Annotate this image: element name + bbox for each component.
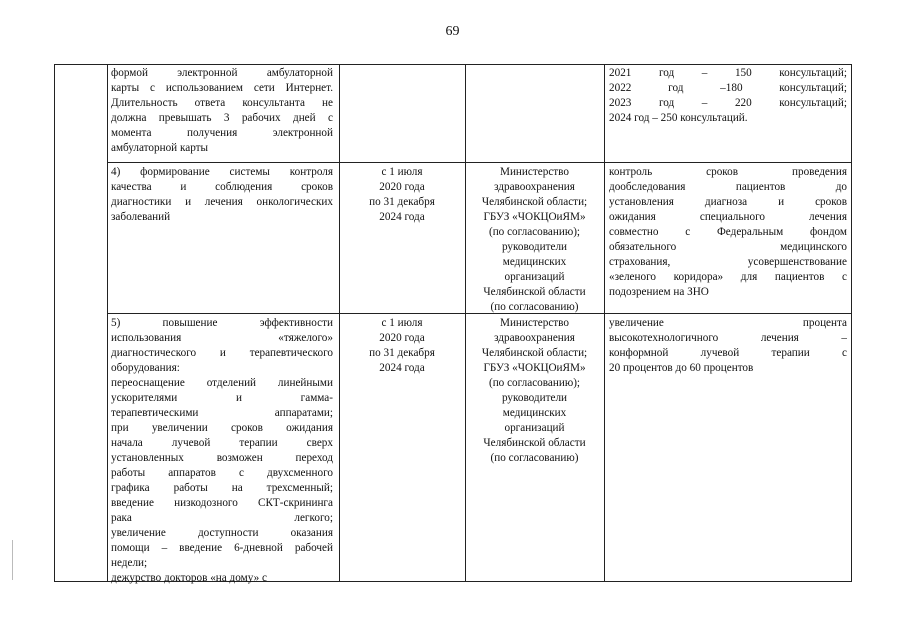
cell-line: диагностики и лечения онкологических [111,196,333,208]
cell-line: Длительность ответа консультанта не [111,97,333,109]
cell-dates [341,316,463,376]
cell-line: 2024 года [379,211,425,223]
cell-line: начала лучевой терапии сверх [111,437,333,449]
cell-line: установления диагноза и сроков [609,196,847,208]
cell-line: 2024 год – 250 консультаций. [609,112,748,124]
cell-line: ожидания специального лечения [609,211,847,223]
cell-activity [111,66,333,156]
cell-line: с 1 июля [381,166,423,178]
cell-line: введение низкодозного СКТ-скрининга [111,497,333,509]
cell-line: ГБУЗ «ЧОКЦОиЯМ» [483,211,586,223]
cell-line: конформной лучевой терапии с [609,347,847,359]
cell-line: медицинских [502,256,567,268]
cell-line: «зеленого коридора» для пациентов с [609,271,847,283]
cell-dates [341,165,463,225]
cell-line: подозрением на ЗНО [609,286,709,298]
cell-line: амбулаторной карты [111,142,209,154]
cell-responsible [467,316,602,466]
cell-result [609,66,847,126]
cell-line: (по согласованию) [490,301,579,313]
cell-line: руководители [501,392,568,404]
cell-line: (по согласованию) [490,452,579,464]
cell-line: недели; [111,557,148,569]
cell-line: дежурство докторов «на дому» с [111,572,267,584]
col-line-5 [851,64,852,582]
table-top-border [54,64,851,65]
cell-line: качества и соблюдения сроков [111,181,333,193]
cell-responsible [467,165,602,315]
cell-line: увеличение процента [609,317,847,329]
cell-line: помощи – введение 6-дневной рабочей [111,542,333,554]
cell-line: формой электронной амбулаторной [111,67,333,79]
cell-line: увеличение доступности оказания [111,527,333,539]
cell-line: 2020 года [379,181,425,193]
cell-line: (по согласованию); [488,226,581,238]
cell-line: установленных возможен переход [111,452,333,464]
cell-line: высокотехнологичного лечения – [609,332,847,344]
col-line-4 [604,64,605,582]
cell-line: 5) повышение эффективности [111,317,333,329]
cell-line: здравоохранения [494,332,575,344]
cell-line: оборудования: [111,362,180,374]
cell-line: 2022 год –180 консультаций; [609,82,847,94]
page-number: 69 [445,24,460,39]
cell-line: по 31 декабря [369,196,435,208]
cell-line: дообследования пациентов до [609,181,847,193]
col-line-2 [339,64,340,582]
cell-line: карты с использованием сети Интернет. [111,82,333,94]
cell-line: 20 процентов до 60 процентов [609,362,754,374]
cell-line: Министерство [500,166,569,178]
cell-line: организаций [504,271,565,283]
cell-line: 4) формирование системы контроля [111,166,333,178]
cell-line: 2020 года [379,332,425,344]
cell-line: заболеваний [111,211,171,223]
cell-line: по 31 декабря [369,347,435,359]
cell-line: при увеличении сроков ожидания [111,422,333,434]
cell-line: диагностического и терапевтического [111,347,333,359]
cell-line: терапевтическими аппаратами; [111,407,333,419]
cell-line: (по согласованию); [488,377,581,389]
cell-line: Челябинской области; [481,196,588,208]
cell-line: Челябинской области; [481,347,588,359]
cell-line: 2024 года [379,362,425,374]
cell-line: переоснащение отделений линейными [111,377,333,389]
cell-line: с 1 июля [381,317,423,329]
cell-line: организаций [504,422,565,434]
cell-line: 2021 год – 150 консультаций; [609,67,847,79]
row-divider-1 [107,162,851,163]
cell-line: использования «тяжелого» [111,332,333,344]
cell-line: ГБУЗ «ЧОКЦОиЯМ» [483,362,586,374]
cell-line: Министерство [500,317,569,329]
cell-activity [111,316,333,586]
cell-line: работы аппаратов с двухсменного [111,467,333,479]
cell-activity [111,165,333,225]
cell-line: момента получения электронной [111,127,333,139]
cell-line: здравоохранения [494,181,575,193]
cell-line: ускорителями и гамма- [111,392,333,404]
cell-result [609,165,847,300]
col-line-3 [465,64,466,582]
cell-line: 2023 год – 220 консультаций; [609,97,847,109]
cell-line: должна превышать 3 рабочих дней с [111,112,333,124]
cell-line: медицинских [502,407,567,419]
col-line-1 [107,64,108,582]
cell-line: обязательного медицинского [609,241,847,253]
cell-line: рака легкого; [111,512,333,524]
cell-line: контроль сроков проведения [609,166,847,178]
cell-result [609,316,847,376]
cell-line: руководители [501,241,568,253]
cell-line: Челябинской области [483,437,586,449]
scan-edge-mark [12,540,13,580]
cell-line: графика работы на трехсменный; [111,482,333,494]
cell-line: страхования, усовершенствование [609,256,847,268]
cell-line: совместно с Федеральным фондом [609,226,847,238]
col-line-0 [54,64,55,582]
cell-line: Челябинской области [483,286,586,298]
